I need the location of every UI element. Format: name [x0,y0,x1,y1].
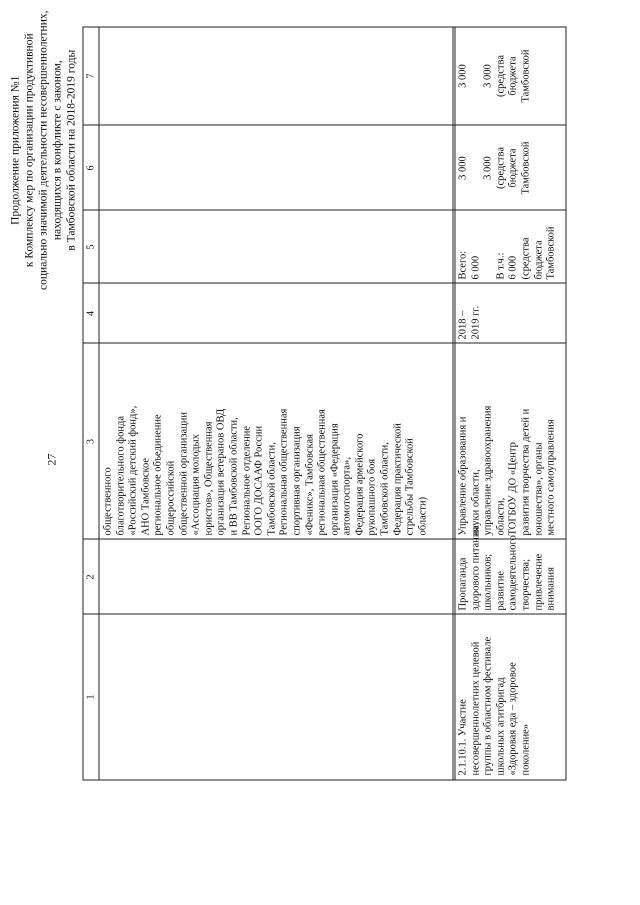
text-line [470,125,483,210]
funding-2018-cell [457,125,533,210]
total-funding-cell [457,226,558,279]
text-line: местного самоуправления [545,418,557,535]
executors-cell [457,405,558,535]
text-line: (средства [494,54,506,97]
text-line: творчества; [519,558,531,610]
text-line: «Здоровая еда – здоровое [507,661,519,775]
text-line: школьных агитбригад [494,676,506,775]
text-line: Тамбовской [519,140,531,195]
text-line: 3 000 [457,155,468,180]
text-line: группы в областном фестивале [482,636,494,775]
text-line: благотворительного фонда [114,415,126,535]
text-line: «Феникс», Тамбовская [303,433,315,535]
text-line: юношества», органы [532,441,544,535]
text-line: Региональная общественная [278,408,290,535]
text-line: общественного [102,466,113,535]
text-line: ООГО ДОСААФ России [253,425,265,535]
text-line: внимания [545,566,557,610]
text-line: Федерация практической [391,422,403,535]
text-line: бюджета [507,55,519,96]
text-line: 2018 – [457,310,468,339]
column-number: 6 [85,165,96,170]
text-line: несовершеннолетних целевой [469,641,481,775]
text-line: поколение» [519,723,531,775]
text-line: 3 000 [457,63,468,88]
text-line: 6 000 [507,255,519,279]
text-line: стрельбы Тамбовской [404,437,416,535]
column-number: 7 [85,73,96,78]
column-number: 3 [85,438,96,444]
text-line: спортивная организация [290,425,302,535]
header-line: Продолжение приложения №1 [9,75,21,225]
column-divider [83,282,565,283]
text-line: области, [494,497,506,535]
text-line: и ВВ Тамбовской области, [227,416,239,535]
funding-2019-cell [457,26,533,125]
text-line: Всего: [457,250,468,279]
text-line: региональная общественная [316,408,328,535]
text-line: АНО Тамбовское [139,457,151,535]
text-line: развитие [494,570,506,610]
text-line: В т.ч.: [494,252,506,279]
text-line: 3 000 [482,63,494,88]
text-line: Тамбовской [545,225,557,279]
goals-cell [457,526,558,610]
text-line: привлечение [532,553,544,610]
text-line: развития творчества детей и [519,408,531,535]
text-line: самодеятельного [507,534,519,610]
text-line: автомотоспорта», [341,456,353,535]
text-line: 3 000 [482,155,494,180]
measure-name-cell [457,636,533,775]
participants-cell [102,405,429,535]
text-line: здорового питания [469,526,481,610]
document-header [8,10,78,289]
text-line: «Российский детский фонд», [127,405,139,535]
column-divider [83,342,565,343]
column-number: 5 [85,244,96,249]
header-line: находящихся в конфликте с законом, [51,59,63,240]
text-line: Тамбовской области, [379,441,391,535]
text-line [482,226,495,279]
text-line: управление здравоохранения [482,405,494,535]
text-line: Федерация армейского [353,433,365,535]
text-line: Региональное отделение [240,425,252,535]
measures-table [82,26,566,780]
column-number: 4 [85,310,96,316]
text-line: Управление образования и [457,416,468,535]
text-line: бюджета [507,147,519,188]
header-line: к Комплексу мер по организации продуктивной [23,32,35,267]
text-line: Тамбовской области, [265,441,277,535]
text-line: 2.1.10.1. Участие [457,698,468,775]
text-line: организация ветеранов ОВД [215,408,227,535]
text-line: общественной организации [177,411,189,535]
text-line: ТОГБОУ ДО «Центр [507,441,519,535]
column-divider [83,613,565,614]
header-line: в Тамбовской области на 2018-2019 годы [65,49,77,251]
text-line: бюджета [532,239,544,279]
text-line: 6 000 [469,255,481,279]
text-line: 2019 гг. [469,305,481,339]
header-line: социально значимой деятельности несовершеннолетних, [37,10,49,290]
period-cell [457,305,482,339]
text-line: Тамбовской [519,48,531,103]
text-line: Пропаганда [457,557,468,610]
text-line [470,26,483,125]
row-divider [452,27,455,779]
page-number: 27 [44,453,58,465]
text-line: региональное объединение [152,413,164,535]
text-line: общероссийской [164,460,176,535]
column-number: 1 [85,694,96,699]
text-line: школьников; [482,553,494,610]
text-line: рукопашного боя [366,458,378,535]
column-number: 2 [85,574,96,579]
text-line: (средства [519,237,531,279]
text-line: (средства [494,146,506,189]
text-line: науки области, [469,468,481,535]
text-line: юристов», Общественная [202,421,214,535]
text-line: области) [416,496,428,535]
text-line: «Ассоциация молодых [190,433,202,535]
text-line: организация «Федерация [328,422,340,535]
